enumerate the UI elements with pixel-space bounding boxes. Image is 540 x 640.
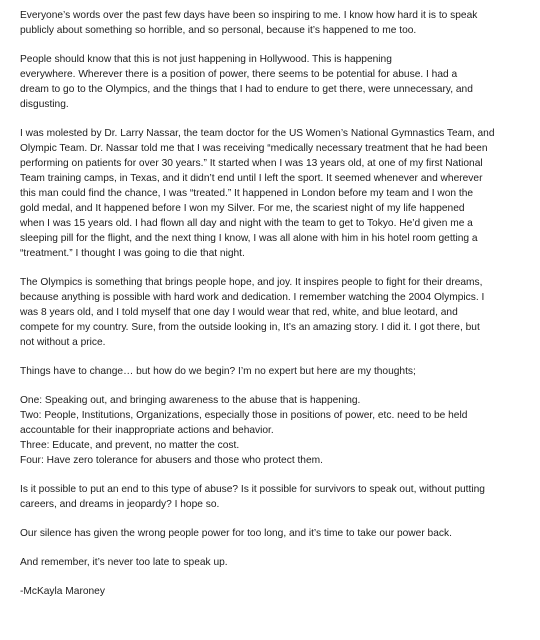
paragraph-nassar-account: I was molested by Dr. Larry Nassar, the team doctor for the US Women’s National Gymnastics Team, and Olympic Team. Dr. Nassar told me that I was receiving “medically necessary treatment that he had been performing on patients for over 30 years.” It started when I was 13 years old, at one of my first National Team training camps, in Texas, and it didn’t end until I left the sport. It seemed whenever and wherever this man could find the chance, I was “treated.” It happened in London before my team and I won the gold medal, and It happened before I won my Silver. For me, the scariest night of my life happened when I was 15 years old. I had flown all day and night with the team to get to Tokyo. He’d given me a sleeping pill for the flight, and the next thing I know, I was all alone with him in his hotel room getting a “treatment.” I thought I was going to die that night. bbox=[20, 128, 495, 259]
paragraph-not-just-hollywood: People should know that this is not just happening in Hollywood. This is happening everywhere. Wherever there is a position of power, there seems to be potential for abuse. I had a dream to go to the Olympics, and the things that I had to endure to get there, were unnecessary, and disgusting. bbox=[20, 54, 473, 110]
signature: -McKayla Maroney bbox=[20, 586, 105, 597]
paragraph-things-have-to-change: Things have to change… but how do we begin? I’m no expert but here are my thoughts; bbox=[20, 366, 416, 377]
thoughts-list bbox=[20, 393, 526, 468]
paragraph-opening: Everyone’s words over the past few days have been so inspiring to me. I know how hard it is to speak publicly about something so horrible, and so personal, because it’s happened to me too. bbox=[20, 10, 478, 36]
list-item: Two: People, Institutions, Organizations, especially those in positions of power, etc. need to be held accountable for their inappropriate actions and behavior. bbox=[20, 410, 468, 436]
paragraph-never-too-late: And remember, it’s never too late to speak up. bbox=[20, 557, 228, 568]
list-item: Four: Have zero tolerance for abusers and those who protect them. bbox=[20, 455, 323, 466]
paragraph-our-silence: Our silence has given the wrong people power for too long, and it’s time to take our power back. bbox=[20, 528, 452, 539]
paragraph-is-it-possible: Is it possible to put an end to this type of abuse? Is it possible for survivors to speak out, without putting careers, and dreams in jeopardy? I hope so. bbox=[20, 484, 485, 510]
list-item: One: Speaking out, and bringing awareness to the abuse that is happening. bbox=[20, 395, 361, 406]
paragraph-olympics: The Olympics is something that brings people hope, and joy. It inspires people to fight for their dreams, because anything is possible with hard work and dedication. I remember watching the 2004 Olympics. I was 8 years old, and I told myself that one day I would wear that red, white, and blue leotard, and compete for my country. Sure, from the outside looking in, It’s an amazing story. I did it. I got there, but not without a price. bbox=[20, 277, 485, 348]
list-item: Three: Educate, and prevent, no matter the cost. bbox=[20, 440, 240, 451]
